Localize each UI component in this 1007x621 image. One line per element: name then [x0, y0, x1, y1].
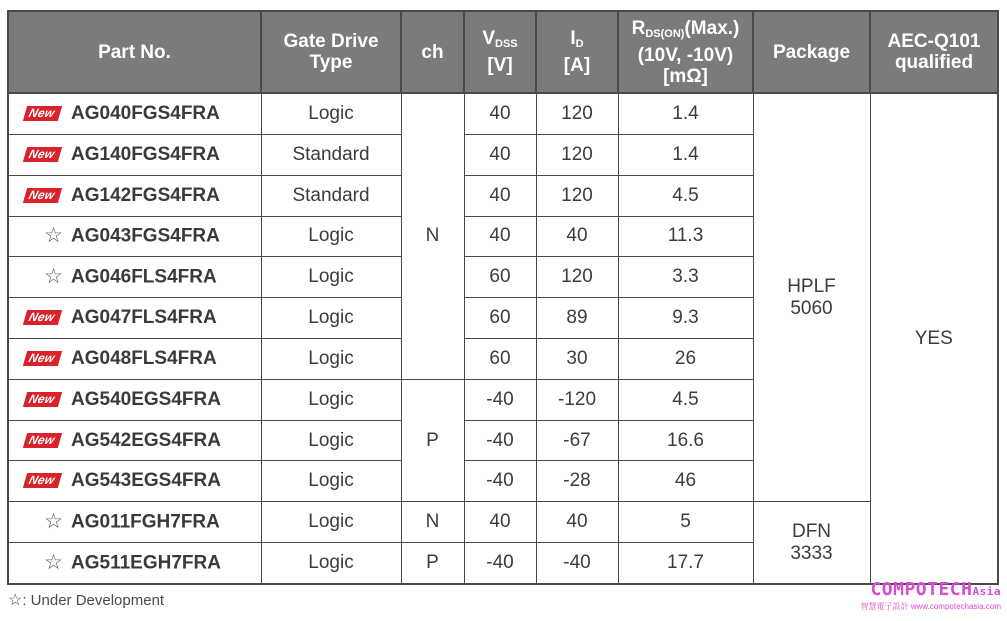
vdss-cell: -40 — [464, 543, 536, 584]
new-badge-label: New — [23, 473, 63, 488]
footnote-text: : Under Development — [22, 592, 165, 609]
vdss-cell: -40 — [464, 461, 536, 502]
id-cell: -120 — [536, 379, 618, 420]
new-badge — [25, 346, 71, 368]
table-header-row — [8, 11, 998, 93]
part-no-cell — [8, 379, 261, 420]
vdss-cell: 40 — [464, 134, 536, 175]
part-no-cell — [8, 216, 261, 257]
vdss-cell: 40 — [464, 502, 536, 543]
id-cell: -40 — [536, 543, 618, 584]
vdss-cell: 60 — [464, 257, 536, 298]
part-no-cell — [8, 257, 261, 298]
part-number: AG048FLS4FRA — [71, 347, 217, 369]
channel-cell: N — [401, 502, 464, 543]
id-cell: 89 — [536, 298, 618, 339]
gate-drive-cell: Standard — [261, 175, 401, 216]
rds-on-cell: 5 — [618, 502, 753, 543]
new-badge-label: New — [23, 310, 63, 325]
package-cell — [753, 502, 870, 584]
part-no-cell — [8, 93, 261, 134]
rds-on-cell: 4.5 — [618, 379, 753, 420]
part-number: AG140FGS4FRA — [71, 143, 220, 165]
header-package: Package — [753, 11, 870, 93]
id-cell: -67 — [536, 420, 618, 461]
rds-on-cell: 1.4 — [618, 134, 753, 175]
vdss-cell: -40 — [464, 379, 536, 420]
rds-on-cell: 46 — [618, 461, 753, 502]
table-row — [8, 502, 998, 543]
header-aec-q101: AEC-Q101 qualified — [870, 11, 998, 93]
star-icon: ☆ — [44, 509, 63, 533]
header-part-no: Part No. — [8, 11, 261, 93]
gate-drive-cell: Logic — [261, 461, 401, 502]
new-badge — [25, 468, 71, 490]
part-no-cell — [8, 420, 261, 461]
header-id: $I_D$ [A] — [536, 11, 618, 93]
channel-cell: P — [401, 379, 464, 501]
gate-drive-cell: Logic — [261, 379, 401, 420]
gate-drive-cell: Logic — [261, 257, 401, 298]
rds-on-cell: 26 — [618, 338, 753, 379]
new-badge-label: New — [23, 147, 63, 162]
vdss-cell: -40 — [464, 420, 536, 461]
id-cell: 120 — [536, 93, 618, 134]
table-row — [8, 93, 998, 134]
rds-on-cell: 16.6 — [618, 420, 753, 461]
package-line-2: 5060 — [790, 297, 833, 319]
part-number: AG511EGH7FRA — [71, 552, 221, 574]
new-badge-label: New — [23, 351, 63, 366]
rds-on-cell: 4.5 — [618, 175, 753, 216]
new-badge — [25, 428, 71, 450]
new-badge-label: New — [23, 106, 63, 121]
part-no-cell — [8, 502, 261, 543]
watermark-logo: COMPOTECHAsia 智慧電子設計 www.compotechasia.com — [860, 579, 1001, 611]
header-gate-drive-type: Gate Drive Type — [261, 11, 401, 93]
new-badge-label: New — [23, 433, 63, 448]
rds-on-cell: 3.3 — [618, 257, 753, 298]
footnote — [8, 590, 164, 610]
part-number: AG542EGS4FRA — [71, 429, 221, 451]
vdss-cell: 60 — [464, 298, 536, 339]
new-badge-label: New — [23, 188, 63, 203]
vdss-cell: 40 — [464, 175, 536, 216]
part-number: AG540EGS4FRA — [71, 388, 221, 410]
part-no-cell — [8, 338, 261, 379]
table-body — [8, 93, 998, 584]
vdss-cell: 60 — [464, 338, 536, 379]
package-line-1: DFN — [791, 520, 832, 542]
new-badge — [25, 101, 71, 123]
gate-drive-cell: Logic — [261, 420, 401, 461]
part-number: AG040FGS4FRA — [71, 102, 220, 124]
part-no-cell — [8, 298, 261, 339]
gate-drive-cell: Logic — [261, 298, 401, 339]
package-line-2: 3333 — [790, 542, 833, 564]
id-cell: -28 — [536, 461, 618, 502]
gate-drive-cell: Standard — [261, 134, 401, 175]
rds-on-cell: 9.3 — [618, 298, 753, 339]
channel-cell: N — [401, 93, 464, 379]
id-cell: 120 — [536, 257, 618, 298]
vdss-cell: 40 — [464, 93, 536, 134]
new-badge — [25, 387, 71, 409]
part-number: AG043FGS4FRA — [71, 225, 220, 247]
part-no-cell — [8, 134, 261, 175]
part-number: AG047FLS4FRA — [71, 307, 217, 329]
id-cell: 40 — [536, 502, 618, 543]
package-line-1: HPLF — [787, 275, 836, 297]
header-vdss: $V_{DSS}$ [V] — [464, 11, 536, 93]
new-badge — [25, 142, 71, 164]
gate-drive-cell: Logic — [261, 93, 401, 134]
part-number: AG011FGH7FRA — [71, 511, 220, 533]
part-number: AG046FLS4FRA — [71, 266, 217, 288]
rds-on-cell: 11.3 — [618, 216, 753, 257]
gate-drive-cell: Logic — [261, 338, 401, 379]
id-cell: 30 — [536, 338, 618, 379]
header-rds-on: $R_{DS(ON)}(Max.)$ (10V, -10V) [mΩ] — [618, 11, 753, 93]
id-cell: 40 — [536, 216, 618, 257]
part-no-cell — [8, 461, 261, 502]
product-spec-table — [7, 10, 999, 585]
part-no-cell — [8, 175, 261, 216]
gate-drive-cell: Logic — [261, 216, 401, 257]
vdss-cell: 40 — [464, 216, 536, 257]
gate-drive-cell: Logic — [261, 543, 401, 584]
new-badge-label: New — [23, 392, 63, 407]
rds-on-cell: 1.4 — [618, 93, 753, 134]
id-cell: 120 — [536, 175, 618, 216]
new-badge — [25, 183, 71, 205]
header-ch: ch — [401, 11, 464, 93]
part-no-cell — [8, 543, 261, 584]
star-icon: ☆ — [44, 223, 63, 247]
part-number: AG142FGS4FRA — [71, 184, 220, 206]
aec-q101-cell: YES — [870, 93, 998, 584]
star-icon: ☆ — [44, 550, 63, 574]
part-number: AG543EGS4FRA — [71, 470, 221, 492]
id-cell: 120 — [536, 134, 618, 175]
gate-drive-cell: Logic — [261, 502, 401, 543]
star-icon: ☆ — [8, 592, 23, 609]
star-icon: ☆ — [44, 264, 63, 288]
rds-on-cell: 17.7 — [618, 543, 753, 584]
channel-cell: P — [401, 543, 464, 584]
package-cell — [753, 93, 870, 502]
new-badge — [25, 305, 71, 327]
